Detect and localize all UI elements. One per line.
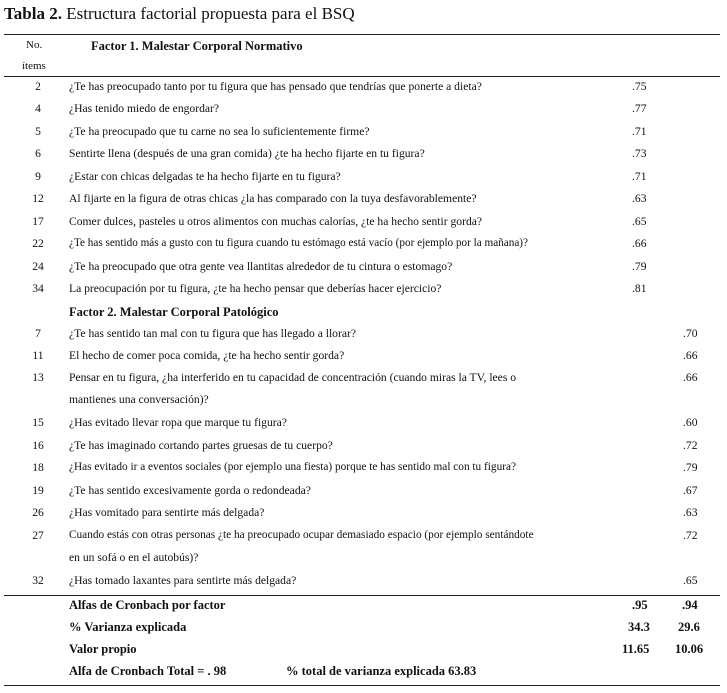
item-number: 13 [32,371,44,384]
bottom-rule [4,685,720,686]
factor1-loading: .65 [632,215,647,228]
alfa-total: Alfa de Cronbach Total = . 98 [69,664,227,678]
table-row [0,529,727,573]
item-question-continued: mantienes una conversación)? [69,393,209,406]
table-row [0,125,727,147]
item-question: ¿Te has sentido tan mal con tu figura que has llegado a llorar? [69,327,356,340]
table-row [0,574,727,596]
factor2-loading: .60 [683,416,698,429]
item-question: ¿Te has sentido más a gusto con tu figura cuando tu estómago está vacío (por ejemplo por la mañana)? [69,237,528,249]
table-row [0,260,727,282]
table-row [0,192,727,214]
table-row [0,237,727,259]
item-number: 26 [32,506,44,519]
item-number: 32 [32,574,44,587]
table-row [0,461,727,483]
factor2-loading: .67 [683,484,698,497]
summary-rule [4,595,720,596]
item-question: Sentirte llena (después de una gran comida) ¿te ha hecho fijarte en tu figura? [69,147,425,160]
item-question: ¿Estar con chicas delgadas te ha hecho fijarte en tu figura? [69,170,341,183]
factor2-loading: .66 [683,349,698,362]
item-question: ¿Has evitado ir a eventos sociales (por ejemplo una fiesta) porque te has sentido mal con tu figura? [69,461,517,473]
varianza-factor1: 34.3 [628,620,650,634]
alfa-factor1: .95 [632,598,648,612]
item-question: ¿Has evitado llevar ropa que marque tu figura? [69,416,287,429]
item-number: 15 [32,416,44,429]
item-question: La preocupación por tu figura, ¿te ha hecho pensar que deberías hacer ejercicio? [69,282,442,295]
table-row [0,282,727,304]
header-items: ítems [22,60,46,72]
item-question: Al fijarte en la figura de otras chicas ¿la has comparado con la tuya desfavorablemente? [69,192,477,205]
factor2-loading: .63 [683,506,698,519]
factor1-loading: .73 [632,147,647,160]
item-question-continued: en un sofá o en el autobús)? [69,551,199,564]
factor1-loading: .63 [632,192,647,205]
table-row [0,371,727,415]
factor1-loading: .71 [632,125,647,138]
alfa-factor2: .94 [682,598,698,612]
table-row [0,506,727,528]
valor-propio-factor2: 10.06 [675,642,704,656]
item-question: ¿Te has preocupado tanto por tu figura que has pensado que tendrías que ponerte a dieta? [69,80,482,93]
item-number: 4 [35,102,41,115]
alfas-label: Alfas de Cronbach por factor [69,598,226,612]
table-row [0,80,727,102]
item-question: ¿Te has sentido excesivamente gorda o redondeada? [69,484,311,497]
varianza-total: % total de varianza explicada 63.83 [286,664,477,678]
item-number: 5 [35,125,41,138]
factor2-loading: .66 [683,371,698,384]
varianza-label: % Varianza explicada [69,620,187,634]
table-row [0,349,727,371]
item-number: 22 [32,237,44,250]
factor1-loading: .77 [632,102,647,115]
header-no: No. [26,39,43,51]
item-number: 18 [32,461,44,474]
item-number: 17 [32,215,44,228]
item-number: 34 [32,282,44,295]
item-question: ¿Te has imaginado cortando partes gruesas de tu cuerpo? [69,439,333,452]
item-number: 6 [35,147,41,160]
item-number: 7 [35,327,41,340]
factor1-loading: .71 [632,170,647,183]
item-question: ¿Has tenido miedo de engordar? [69,102,220,115]
header-rule [4,76,720,77]
factor1-loading: .75 [632,80,647,93]
item-number: 24 [32,260,44,273]
factor1-loading: .81 [632,282,647,295]
table-row [0,102,727,124]
item-number: 2 [35,80,41,93]
item-question: Cuando estás con otras personas ¿te ha preocupado ocupar demasiado espacio (por ejemplo sentándote [69,529,534,541]
factor1-title: Factor 1. Malestar Corporal Normativo [91,39,303,53]
item-question: ¿Te ha preocupado que tu carne no sea lo suficientemente firme? [69,125,370,138]
table-row [0,416,727,438]
valor-propio-factor1: 11.65 [622,642,650,656]
item-number: 12 [32,192,44,205]
table-caption: Estructura factorial propuesta para el BSQ [66,4,355,23]
item-question: ¿Te ha preocupado que otra gente vea llantitas alrededor de tu cintura o estomago? [69,260,453,273]
item-number: 9 [35,170,41,183]
table-row [0,215,727,237]
factor2-title: Factor 2. Malestar Corporal Patológico [69,305,279,319]
item-question: ¿Has tomado laxantes para sentirte más delgada? [69,574,297,587]
top-rule [4,34,720,35]
item-number: 27 [32,529,44,542]
item-question: Pensar en tu figura, ¿ha interferido en tu capacidad de concentración (cuando miras la TV, lees o [69,371,517,384]
factor2-loading: .72 [683,439,698,452]
item-number: 11 [32,349,44,362]
varianza-factor2: 29.6 [678,620,700,634]
factor2-loading: .72 [683,529,698,542]
factor1-loading: .79 [632,260,647,273]
item-question: ¿Has vomitado para sentirte más delgada? [69,506,265,519]
factor1-loading: .66 [632,237,647,250]
table-title [4,4,355,24]
table-row [0,327,727,349]
item-question: Comer dulces, pasteles u otros alimentos con muchas calorías, ¿te ha hecho sentir gorda? [69,215,483,228]
table-label: Tabla 2. [4,4,62,23]
table-row [0,484,727,506]
table-row [0,439,727,461]
valor-propio-label: Valor propio [69,642,137,656]
factor2-loading: .79 [683,461,698,474]
table-row [0,147,727,169]
item-question: El hecho de comer poca comida, ¿te ha hecho sentir gorda? [69,349,345,362]
factor2-loading: .65 [683,574,698,587]
item-number: 19 [32,484,44,497]
factor2-loading: .70 [683,327,698,340]
table-row [0,170,727,192]
item-number: 16 [32,439,44,452]
